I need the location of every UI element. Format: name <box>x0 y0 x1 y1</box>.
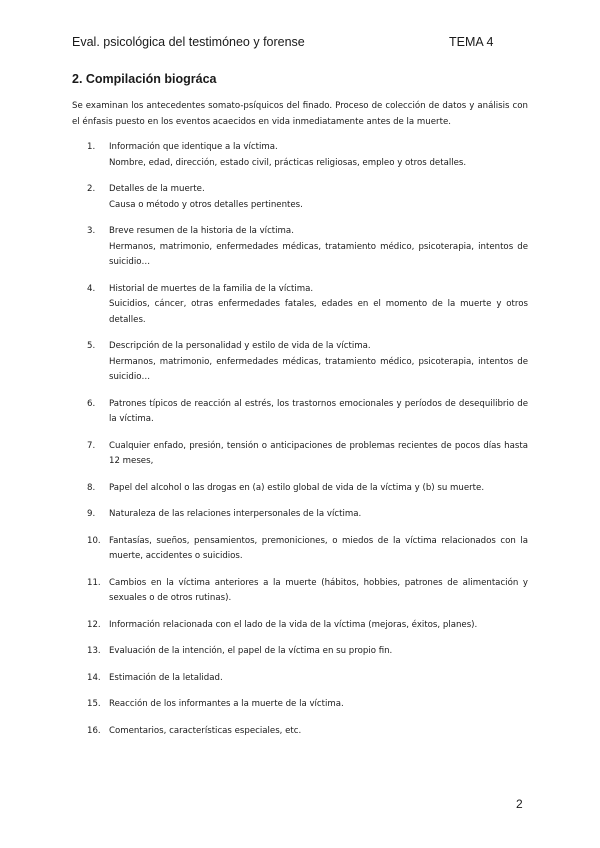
list-item-number: 1. <box>87 142 96 152</box>
list-item <box>72 339 528 386</box>
list-item-detail: Hermanos, matrimonio, enfermedades médicas, tratamiento médico, psicoterapia, intentos de suicidio… <box>109 356 528 382</box>
list-item-text: Papel del alcohol o las drogas en (a) estilo global de vida de la víctima y (b) su muerte. <box>109 482 485 493</box>
list-item <box>72 282 528 329</box>
list-item-text: Naturaleza de las relaciones interpersonales de la víctima. <box>109 509 362 519</box>
list-item-text: Descripción de la personalidad y estilo de vida de la víctima. <box>109 341 371 351</box>
list-item-number: 10. <box>87 535 101 546</box>
list-item-number: 8. <box>87 482 96 493</box>
list-item <box>72 182 528 213</box>
list-item-text: Comentarios, características especiales, etc. <box>109 725 302 736</box>
list-item-number: 3. <box>87 226 96 236</box>
page-header <box>72 35 528 55</box>
list-item-detail: Hermanos, matrimonio, enfermedades médicas, tratamiento médico, psicoterapia, intentos de suicidio… <box>109 241 528 267</box>
list-item-number: 12. <box>87 619 101 630</box>
page-number: 2 <box>516 797 523 811</box>
list-item <box>72 618 528 634</box>
list-item-number: 14. <box>87 672 101 683</box>
list-item <box>72 397 528 428</box>
list-item-text: Cambios en la víctima anteriores a la muerte (hábitos, hobbies, patrones de alimentación y sexuales o de otros rutinas). <box>109 577 528 603</box>
section-title: 2. Compilación biográca <box>72 72 217 86</box>
list-item-number: 4. <box>87 283 96 294</box>
section-intro: Se examinan los antecedentes somato-psíquicos del finado. Proceso de colección de datos y análisis con el énfasis puesto en los eventos acaecidos en vida inmediatamente antes de la muerte. <box>72 101 528 127</box>
list-item-detail: Suicidios, cáncer, otras enfermedades fatales, edades en el momento de la muerte y otros detalles. <box>109 299 528 325</box>
list-item <box>72 140 528 171</box>
list-item-number: 15. <box>87 699 101 709</box>
list-item-detail: Nombre, edad, dirección, estado civil, prácticas religiosas, empleo y otros detalles. <box>109 157 467 168</box>
list-item <box>72 724 528 740</box>
list-item-text: Estimación de la letalidad. <box>109 672 223 683</box>
list-item <box>72 697 528 713</box>
item-list <box>72 140 528 739</box>
header-topic: TEMA 4 <box>449 35 494 49</box>
list-item-text: Breve resumen de la historia de la víctima. <box>109 226 294 236</box>
list-item-number: 7. <box>87 440 96 451</box>
list-item-text: Fantasías, sueños, pensamientos, premoniciones, o miedos de la víctima relacionados con la muerte, accidentes o suicidios. <box>109 535 528 561</box>
list-item-number: 5. <box>87 341 96 351</box>
list-item <box>72 576 528 607</box>
list-item-text: Patrones típicos de reacción al estrés, los trastornos emocionales y períodos de desequilibrio de la víctima. <box>109 398 528 424</box>
list-item <box>72 439 528 470</box>
list-item <box>72 481 528 497</box>
list-item-number: 16. <box>87 725 101 736</box>
list-item-text: Reacción de los informantes a la muerte de la víctima. <box>109 699 344 709</box>
list-item-text: Historial de muertes de la familia de la víctima. <box>109 283 314 294</box>
list-item-detail: Causa o método y otros detalles pertinentes. <box>109 199 303 210</box>
list-item <box>72 671 528 687</box>
list-item-text: Información que identique a la víctima. <box>109 142 278 152</box>
list-item <box>72 534 528 565</box>
list-item-number: 11. <box>87 577 101 588</box>
list-item <box>72 507 528 523</box>
list-item-text: Evaluación de la intención, el papel de la víctima en su propio fin. <box>109 646 393 656</box>
list-item-number: 13. <box>87 646 101 656</box>
list-item-number: 9. <box>87 509 96 519</box>
list-item-number: 2. <box>87 184 96 194</box>
list-item <box>72 224 528 271</box>
list-item-text: Información relacionada con el lado de la vida de la víctima (mejoras, éxitos, planes). <box>109 619 478 630</box>
list-item-number: 6. <box>87 398 96 409</box>
header-title: Eval. psicológica del testimóneo y forense <box>72 35 305 49</box>
list-item-text: Cualquier enfado, presión, tensión o anticipaciones de problemas recientes de pocos días hasta 12 meses, <box>109 440 528 466</box>
list-item <box>72 644 528 660</box>
list-item-text: Detalles de la muerte. <box>109 184 205 194</box>
